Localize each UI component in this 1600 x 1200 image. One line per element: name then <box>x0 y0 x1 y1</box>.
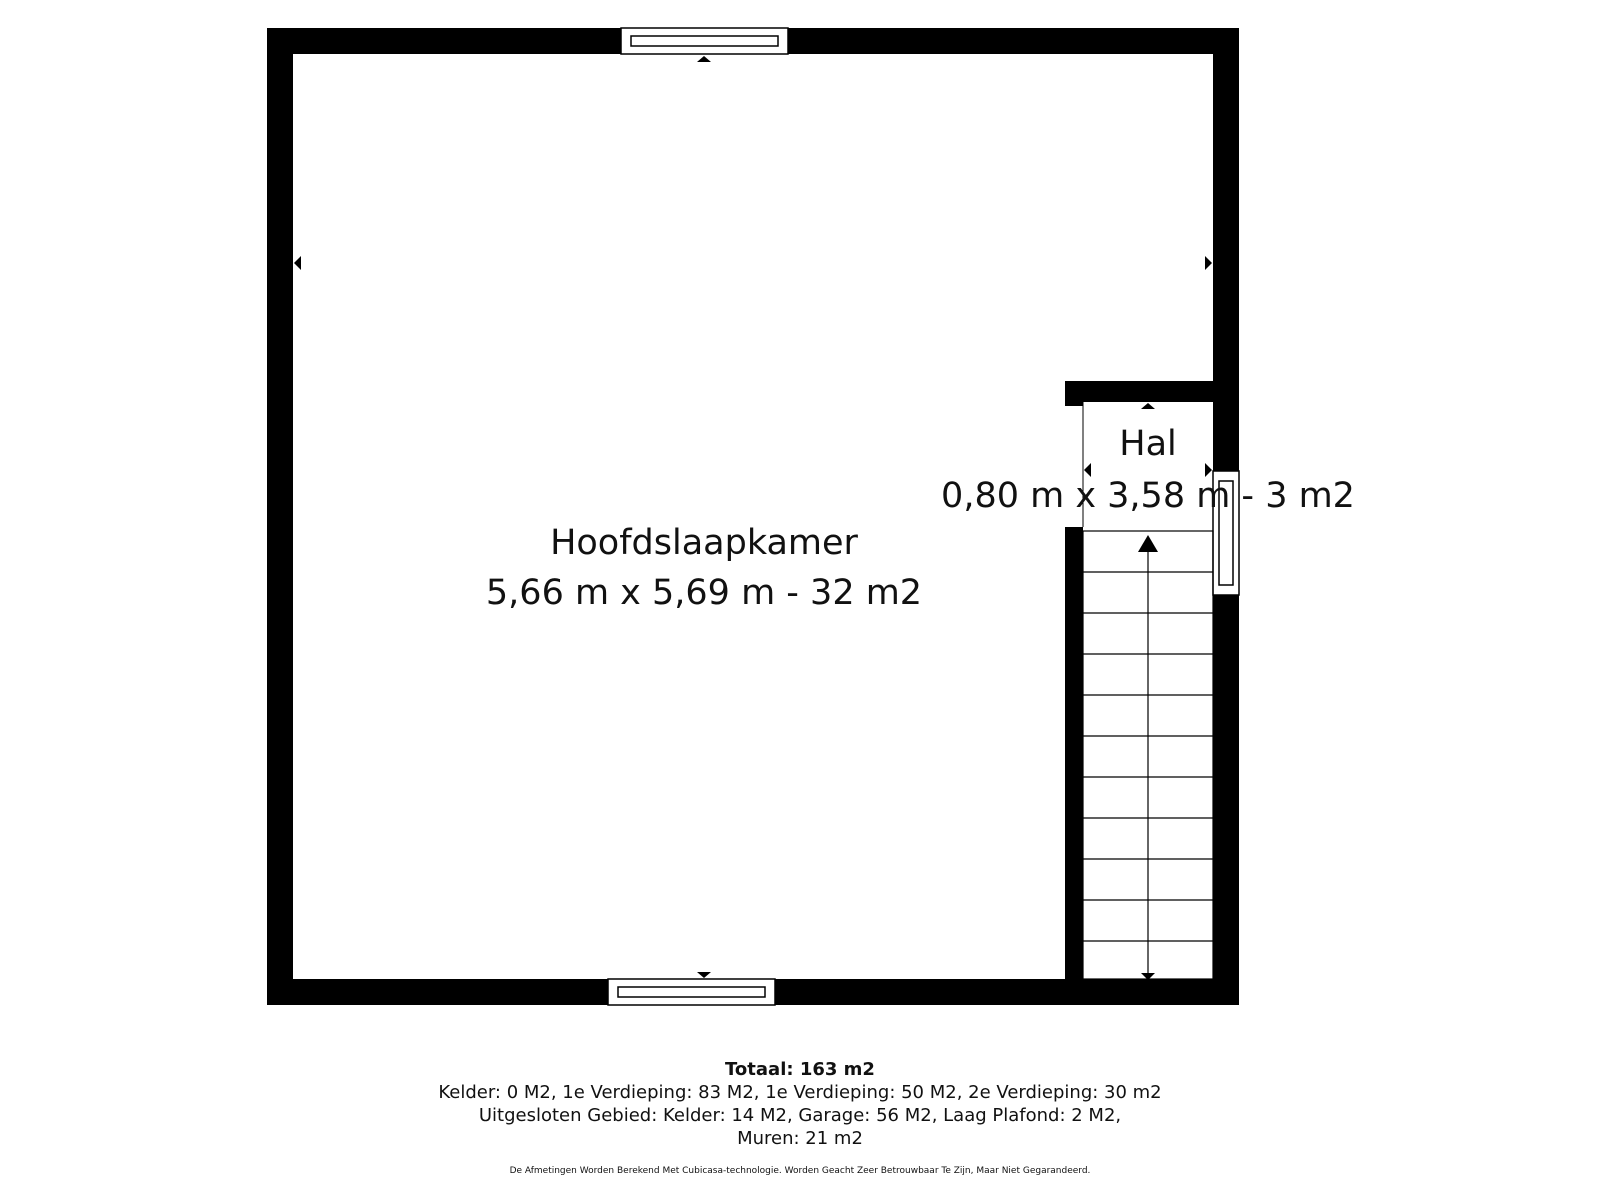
marker-top-icon <box>697 56 711 62</box>
marker-hall-right-icon <box>1205 463 1212 477</box>
wall-left <box>267 28 293 1005</box>
excluded-areas: Uitgesloten Gebied: Kelder: 14 M2, Garage: 56 M2, Laag Plafond: 2 M2, <box>478 1105 1122 1126</box>
marker-left-icon <box>294 256 301 270</box>
staircase <box>1083 531 1213 979</box>
window-top <box>621 28 788 54</box>
marker-right-icon <box>1205 256 1212 270</box>
wall-hall-top <box>1065 381 1239 402</box>
area-summary <box>0 1058 1600 1176</box>
walls-area: Muren: 21 m2 <box>737 1128 863 1149</box>
floor-areas: Kelder: 0 M2, 1e Verdieping: 83 M2, 1e Verdieping: 50 M2, 2e Verdieping: 30 m2 <box>438 1082 1162 1103</box>
disclaimer: De Afmetingen Worden Berekend Met Cubicasa-technologie. Worden Geacht Zeer Betrouwbaar Te Zijn, Maar Niet Gegarandeerd. <box>509 1166 1091 1176</box>
wall-right-upper <box>1213 28 1239 395</box>
marker-bottom-icon <box>697 972 711 978</box>
room-dims-main: 5,66 m x 5,69 m - 32 m2 <box>485 573 923 613</box>
room-dims-hall: 0,80 m x 3,58 m - 3 m2 <box>941 476 1355 516</box>
room-name-hall: Hal <box>1119 424 1177 464</box>
window-bottom <box>608 979 775 1005</box>
stair-direction-arrow-icon <box>1138 535 1158 552</box>
marker-hall-left-icon <box>1084 463 1091 477</box>
room-name-main: Hoofdslaapkamer <box>550 523 858 563</box>
total-area: Totaal: 163 m2 <box>725 1059 875 1080</box>
wall-stair-left <box>1065 527 1083 981</box>
marker-hall-top-icon <box>1141 403 1155 409</box>
